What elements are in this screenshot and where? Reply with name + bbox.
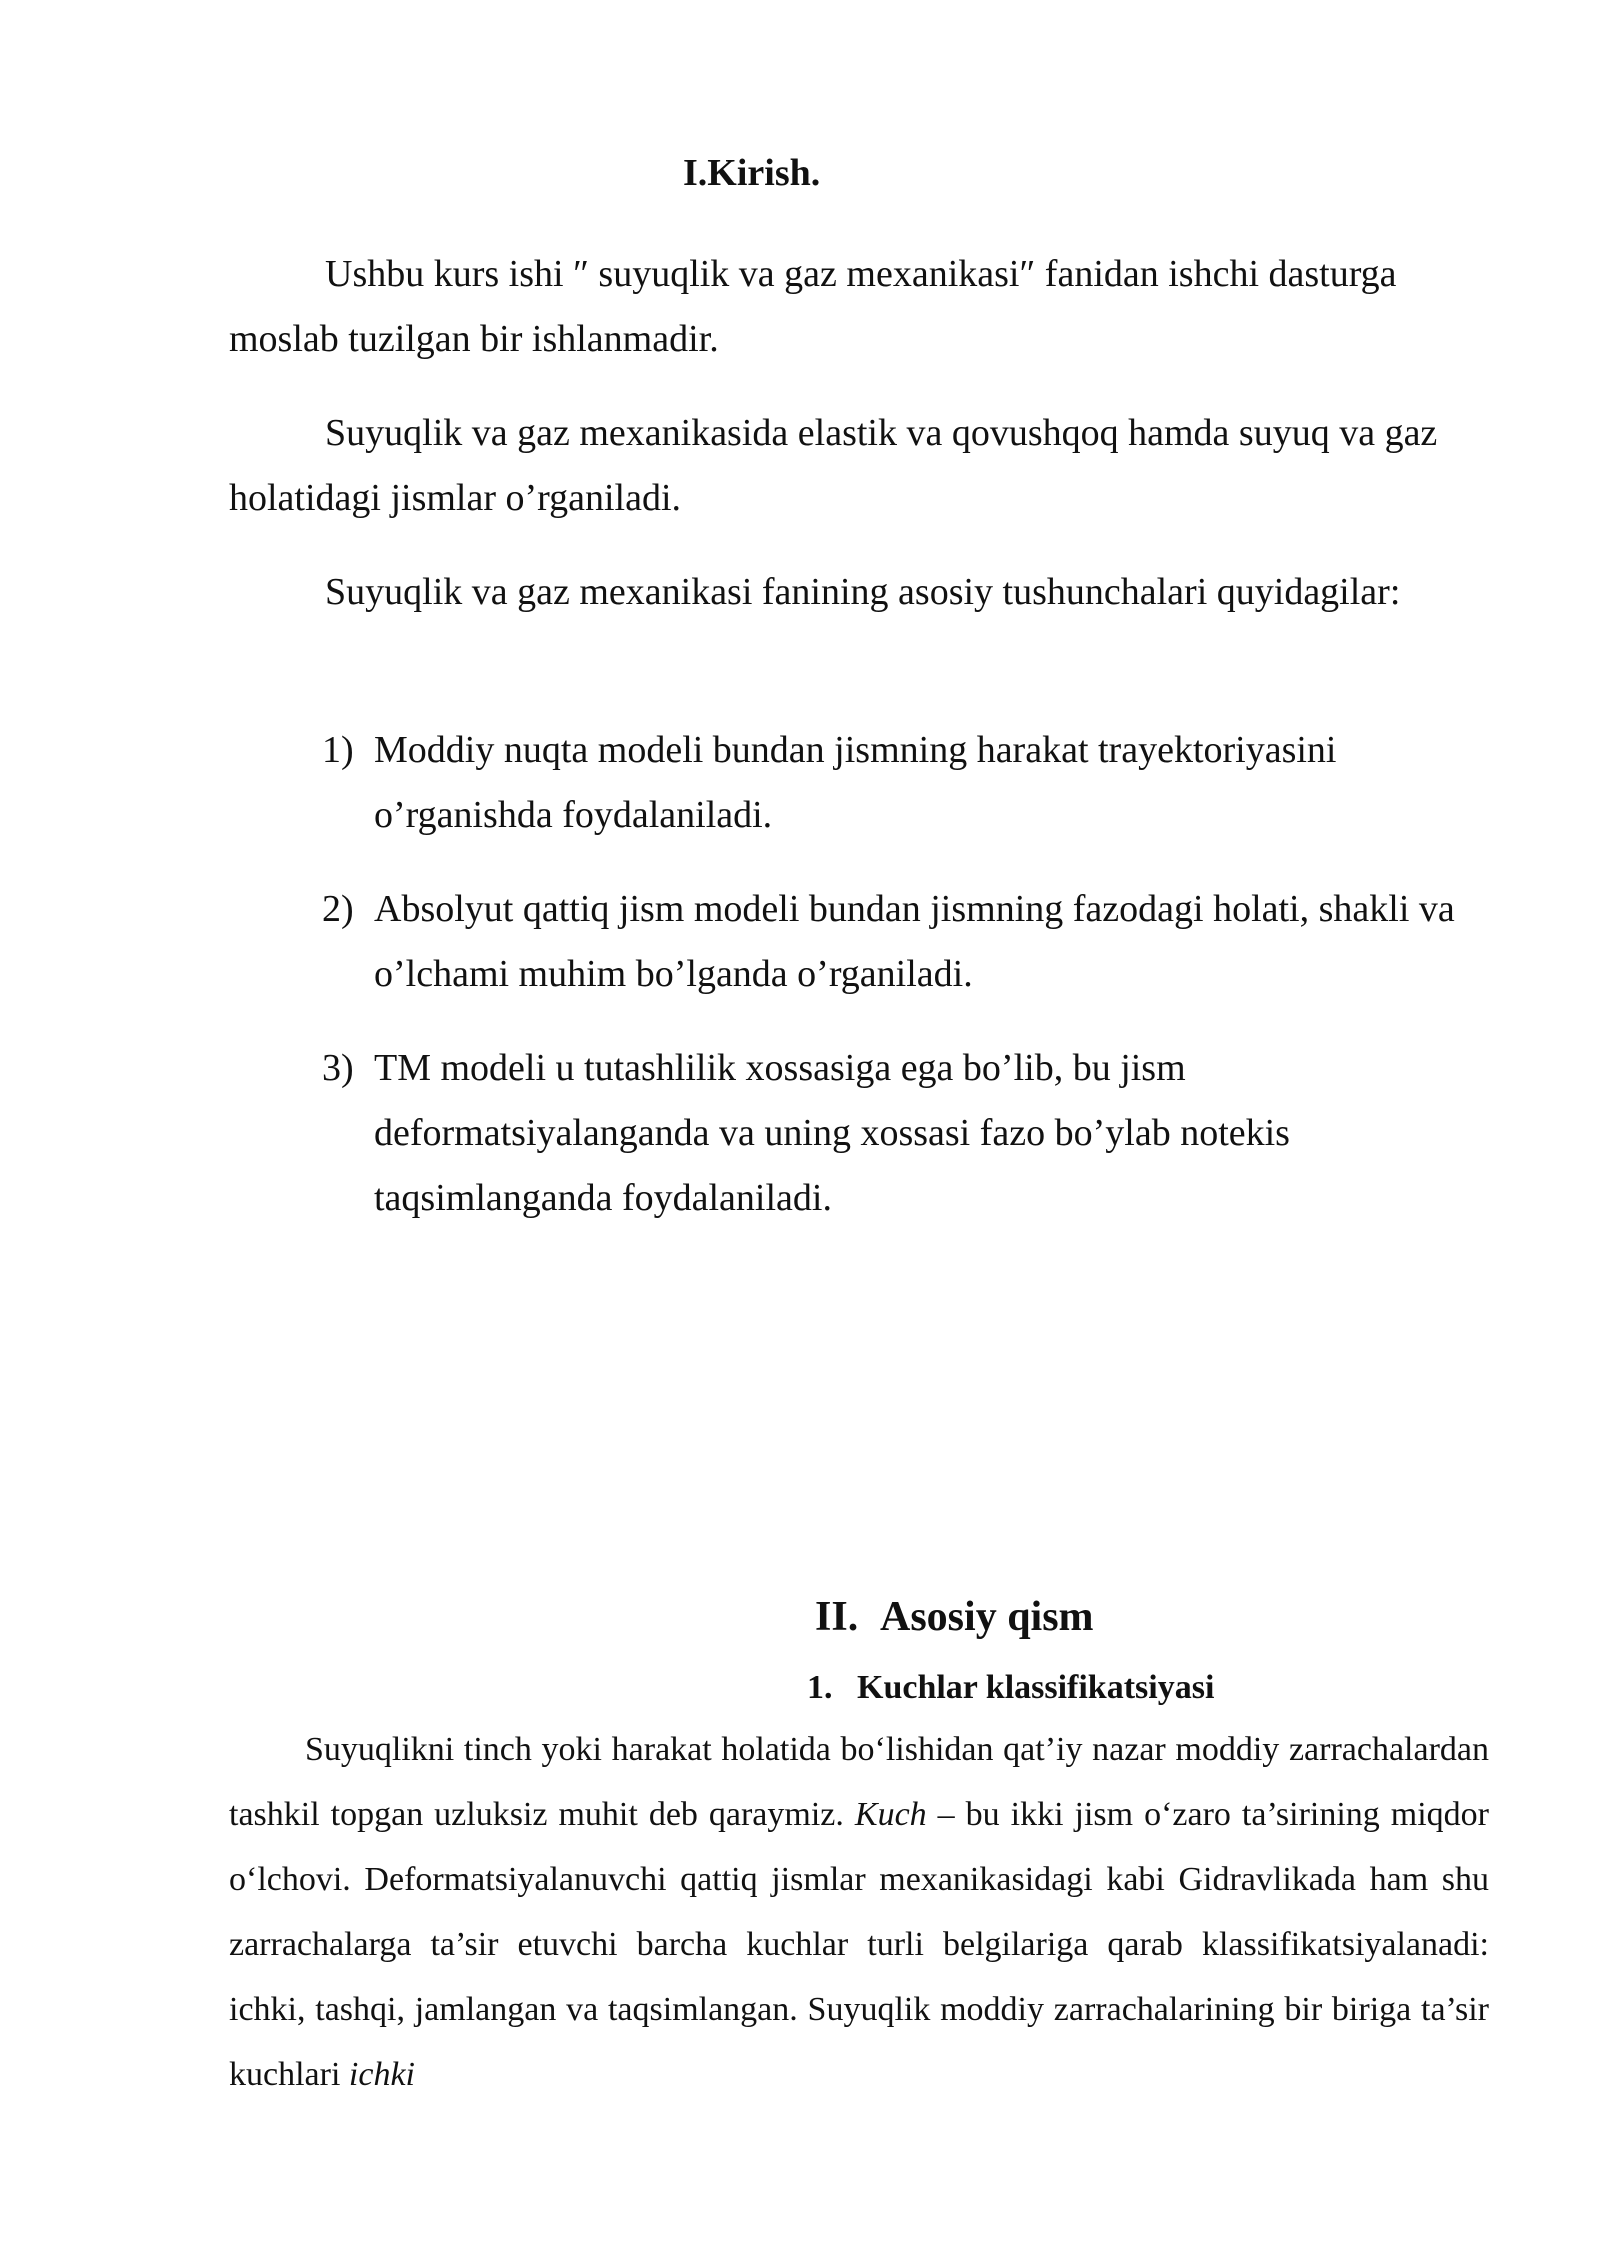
section-title-text: Asosiy qism bbox=[880, 1594, 1094, 1640]
list-item-3 bbox=[322, 1036, 1502, 1231]
subsection-heading bbox=[807, 1667, 1214, 1709]
intro-paragraph-3 bbox=[229, 560, 1499, 625]
body-paragraph bbox=[229, 1717, 1489, 2107]
subsection-title-text: Kuchlar klassifikatsiyasi bbox=[857, 1669, 1215, 1706]
list-item-2-text: Absolyut qattiq jism modeli bundan jismning fazodagi holati, shakli va o’lchami muhim bo’lganda o’rganiladi. bbox=[374, 888, 1455, 995]
section-number: II. bbox=[815, 1594, 859, 1640]
intro-paragraph-2 bbox=[229, 401, 1499, 531]
intro-paragraph-1 bbox=[229, 242, 1499, 372]
body-text-part-2: – bu ikki jism o‘zaro ta’sirining miqdor o‘lchovi. Deformatsiyalanuvchi qattiq jismlar mexanikasidagi kabi Gidravlikada ham shu zarrachalarga ta’sir etuvchi barcha kuchlar turli belgilariga qarab klassifikatsiyalanadi: ichki, tashqi, jamlangan va taqsimlangan. Suyuqlik moddiy zarrachalarining bir biriga ta’sir kuchlari bbox=[229, 1796, 1490, 2093]
body-term-kuch: Kuch bbox=[854, 1796, 927, 1833]
list-item-2-number: 2) bbox=[322, 888, 354, 930]
intro-heading: I.Kirish. bbox=[683, 152, 821, 194]
subsection-number: 1. bbox=[807, 1669, 833, 1706]
list-item-3-text: TM modeli u tutashlilik xossasiga ega bo’lib, bu jism deformatsiyalanganda va uning xossasi fazo bo’ylab notekis taqsimlanganda foydalaniladi. bbox=[374, 1047, 1290, 1219]
list-item-1-number: 1) bbox=[322, 729, 354, 771]
intro-paragraph-2-text: Suyuqlik va gaz mexanikasida elastik va qovushqoq hamda suyuq va gaz holatidagi jismlar o’rganiladi. bbox=[229, 412, 1438, 519]
list-item-2 bbox=[322, 877, 1502, 1007]
intro-paragraph-1-text: Ushbu kurs ishi ″ suyuqlik va gaz mexanikasi″ fanidan ishchi dasturga moslab tuzilgan bir ishlanmadir. bbox=[229, 253, 1397, 360]
list-item-1-text: Moddiy nuqta modeli bundan jismning harakat trayektoriyasini o’rganishda foydalaniladi. bbox=[374, 729, 1337, 836]
section-heading bbox=[815, 1592, 1094, 1642]
body-term-ichki: ichki bbox=[348, 2056, 415, 2093]
list-item-3-number: 3) bbox=[322, 1047, 354, 1089]
list-item-1 bbox=[322, 718, 1502, 848]
body-text-part-1: Suyuqlikni tinch yoki harakat holatida bo‘lishidan qat’iy nazar moddiy zarrachalardan tashkil topgan uzluksiz muhit deb qaraymiz. bbox=[229, 1731, 1489, 1833]
intro-paragraph-3-text: Suyuqlik va gaz mexanikasi fanining asosiy tushunchalari quyidagilar: bbox=[325, 571, 1401, 613]
